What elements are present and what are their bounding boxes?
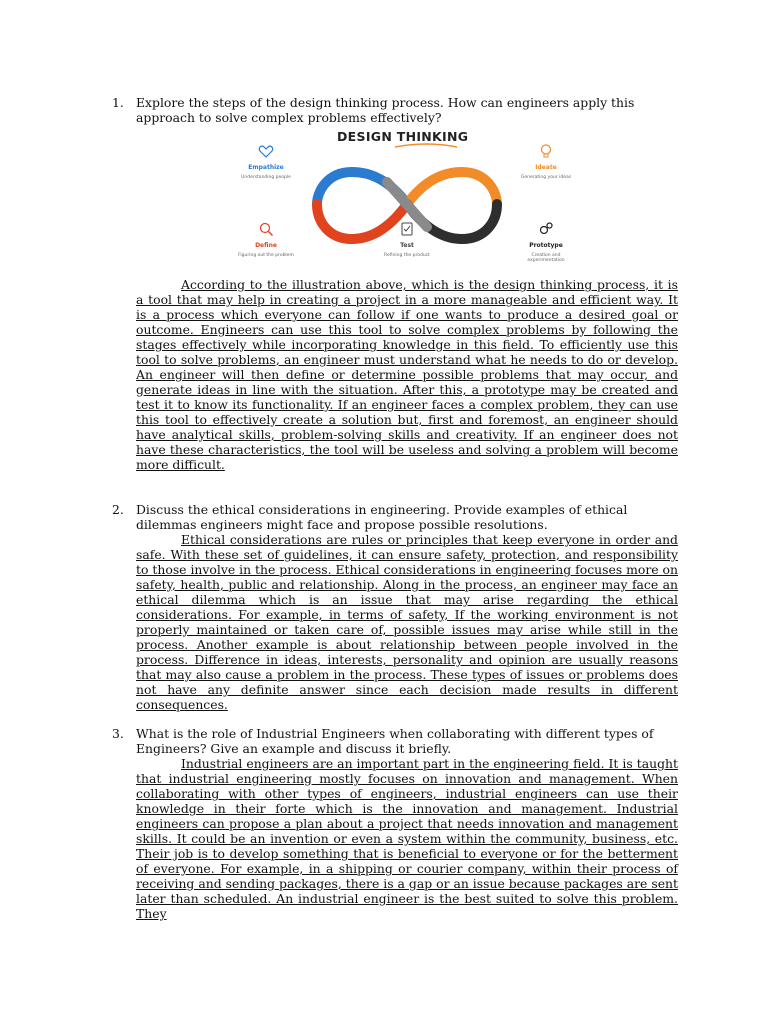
question-number: 3. [112, 726, 124, 741]
stage-description: Understanding people [241, 175, 291, 180]
stage-label: Test [400, 242, 414, 249]
design-thinking-figure [238, 129, 572, 269]
question-text: Discuss the ethical considerations in engineering. Provide examples of ethical dilemmas engineers might face and propose possible resolutions. [136, 502, 628, 532]
stage-label: Define [255, 242, 277, 249]
answer-text: According to the illustration above, which is the design thinking process, it is a tool that may help in creating a project in a more manageable and efficient way. It is a process which everyone can follow if one wants to produce a desired goal or outcome. Engineers can use this tool to solve complex problems by following the stages effectively while incorporating knowledge in this field. To efficiently use this tool to solve problems, an engineer must understand what he needs to do or develop. An engineer will then define or determine possible problems that may occur, and generate ideas in line with the situation. After this, a prototype may be created and test it to know its functionality. If an engineer faces a complex problem, they can use this tool to effectively create a solution but, first and foremost, an engineer should have analytical skills, problem-solving skills and creativity. If an engineer does not have these characteristics, the tool will be useless and solving a problem will become more difficult. [136, 277, 678, 472]
stage-description: Generating your ideas [520, 175, 572, 180]
magnifier-icon [258, 221, 274, 237]
question-item-3 [112, 726, 678, 921]
stage-test [376, 221, 438, 258]
clipboard-icon [399, 221, 415, 237]
figure-title: DESIGN THINKING [337, 129, 469, 144]
heart-icon [258, 143, 274, 159]
question-item-2 [112, 502, 678, 712]
question-item-1 [112, 95, 678, 472]
question-text: Explore the steps of the design thinking process. How can engineers apply this approach to solve complex problems effectively? [136, 95, 635, 125]
stage-description: Creation and experimentation [527, 253, 565, 263]
stage-empathize [235, 143, 297, 180]
question-text: What is the role of Industrial Engineers when collaborating with different types of Engineers? Give an example and discuss it briefly. [136, 726, 654, 756]
answer-text: Industrial engineers are an important part in the engineering field. It is taught that industrial engineering mostly focuses on innovation and management. When collaborating with other types of engineers, industrial engineers can use their knowledge in their forte which is the innovation and management. Industrial engineers can propose a plan about a project that needs innovation and management skills. It could be an invention or even a system within the community, business, etc. Their job is to develop something that is beneficial to everyone or for the betterment of everyone. For example, in a shipping or courier company, within their process of receiving and sending packages, there is a gap or an issue because packages are sent later than scheduled. An industrial engineer is the best suited to solve this problem. They [136, 756, 678, 921]
stage-label: Ideate [535, 164, 557, 171]
stage-define [235, 221, 297, 258]
stage-ideate [515, 143, 577, 180]
lightbulb-icon [538, 143, 554, 159]
stage-prototype [515, 221, 577, 263]
stage-description: Refining the product [384, 253, 430, 258]
stage-label: Empathize [248, 164, 284, 171]
question-number: 1. [112, 95, 124, 110]
gears-icon [538, 221, 554, 237]
answer-text: Ethical considerations are rules or principles that keep everyone in order and safe. With these set of guidelines, it can ensure safety, protection, and responsibility to those involve in the process. Ethical considerations in engineering focuses more on safety, health, public and relationship. Along in the process, an engineer may face an ethical dilemma which is an issue that may arise regarding the ethical considerations. For example, in terms of safety, If the working environment is not properly maintained or taken care of, possible issues may arise while still in the process. Another example is about relationship between people involved in the process. Difference in ideas, interests, personality and opinion are usually reasons that may also cause a problem in the process. These types of issues or problems does not have any definite answer since each decision made results in different consequences. [136, 532, 678, 712]
question-number: 2. [112, 502, 124, 517]
stage-description: Figuring out the problem [238, 253, 294, 258]
stage-label: Prototype [529, 242, 563, 249]
